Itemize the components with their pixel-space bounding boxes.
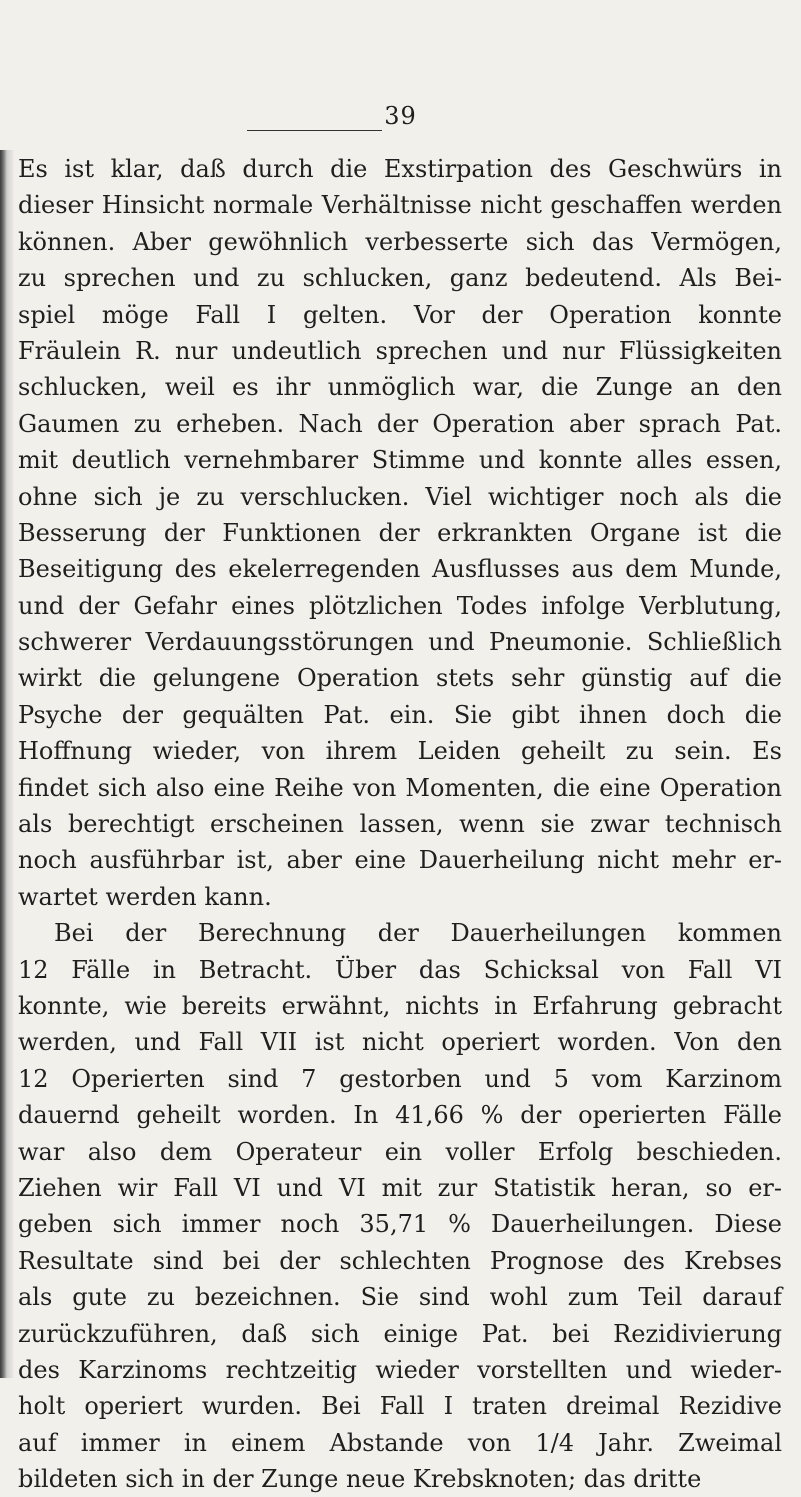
text-line: Beseitigung des ekelerregenden Ausflusses aus dem Munde, <box>18 555 782 584</box>
text-line: und der Gefahr eines plötzlichen Todes infolge Verblutung, <box>18 591 782 620</box>
text-line: dauernd geheilt worden. In 41,66 % der operierten Fälle <box>18 1101 782 1130</box>
text-line: holt operiert wurden. Bei Fall I traten dreimal Rezidive <box>18 1392 782 1421</box>
text-line: 12 Operierten sind 7 gestorben und 5 vom Karzinom <box>18 1064 782 1093</box>
text-line: Ziehen wir Fall VI und VI mit zur Statistik heran, so er- <box>18 1173 782 1202</box>
text-line: dieser Hinsicht normale Verhältnisse nicht geschaffen werden <box>18 191 782 220</box>
body-text <box>18 151 782 1497</box>
text-line: Resultate sind bei der schlechten Prognose des Krebses <box>18 1246 782 1275</box>
text-line: war also dem Operateur ein voller Erfolg beschieden. <box>18 1137 782 1166</box>
text-line: ohne sich je zu verschlucken. Viel wichtiger noch als die <box>18 482 782 511</box>
text-line: des Karzinoms rechtzeitig wieder vorstellten und wieder- <box>18 1355 782 1384</box>
text-line: zu sprechen und zu schlucken, ganz bedeutend. Als Bei- <box>18 264 782 293</box>
text-line: geben sich immer noch 35,71 % Dauerheilungen. Diese <box>18 1210 782 1239</box>
header-rule <box>247 130 382 131</box>
text-line: Fräulein R. nur undeutlich sprechen und nur Flüssigkeiten <box>18 336 782 365</box>
text-line: konnte, wie bereits erwähnt, nichts in Erfahrung gebracht <box>18 991 782 1020</box>
text-line: wirkt die gelungene Operation stets sehr günstig auf die <box>18 664 782 693</box>
text-line: Psyche der gequälten Pat. ein. Sie gibt ihnen doch die <box>18 700 782 729</box>
page-number: 39 <box>384 102 417 130</box>
text-line: wartet werden kann. <box>18 882 272 911</box>
text-line: Besserung der Funktionen der erkrankten Organe ist die <box>18 518 782 547</box>
text-line: Hoffnung wieder, von ihrem Leiden geheilt zu sein. Es <box>18 737 782 766</box>
text-line: werden, und Fall VII ist nicht operiert worden. Von den <box>18 1028 782 1057</box>
text-line: findet sich also eine Reihe von Momenten, die eine Operation <box>18 773 782 802</box>
text-line: auf immer in einem Abstande von 1/4 Jahr. Zweimal <box>18 1428 782 1457</box>
text-line: bildeten sich in der Zunge neue Krebsknoten; das dritte <box>18 1465 702 1494</box>
text-line: noch ausführbar ist, aber eine Dauerheilung nicht mehr er- <box>18 846 782 875</box>
text-line: spiel möge Fall I gelten. Vor der Operation konnte <box>18 300 782 329</box>
text-line: als berechtigt erscheinen lassen, wenn sie zwar technisch <box>18 810 782 839</box>
text-line: als gute zu bezeichnen. Sie sind wohl zum Teil darauf <box>18 1283 782 1312</box>
text-line: mit deutlich vernehmbarer Stimme und konnte alles essen, <box>18 446 782 475</box>
text-line: Es ist klar, daß durch die Exstirpation des Geschwürs in <box>18 155 782 183</box>
paragraph-first-line: Bei der Berechnung der Dauerheilungen kommen <box>54 919 782 948</box>
text-line: schlucken, weil es ihr unmöglich war, die Zunge an den <box>18 373 782 402</box>
text-line: Gaumen zu erheben. Nach der Operation aber sprach Pat. <box>18 409 782 438</box>
text-line: schwerer Verdauungsstörungen und Pneumonie. Schließlich <box>18 628 782 657</box>
text-line: zurückzuführen, daß sich einige Pat. bei Rezidivierung <box>18 1319 782 1348</box>
text-line: 12 Fälle in Betracht. Über das Schicksal von Fall VI <box>18 955 782 984</box>
text-line: können. Aber gewöhnlich verbesserte sich das Vermögen, <box>18 227 782 256</box>
book-gutter-shadow <box>0 150 14 1378</box>
